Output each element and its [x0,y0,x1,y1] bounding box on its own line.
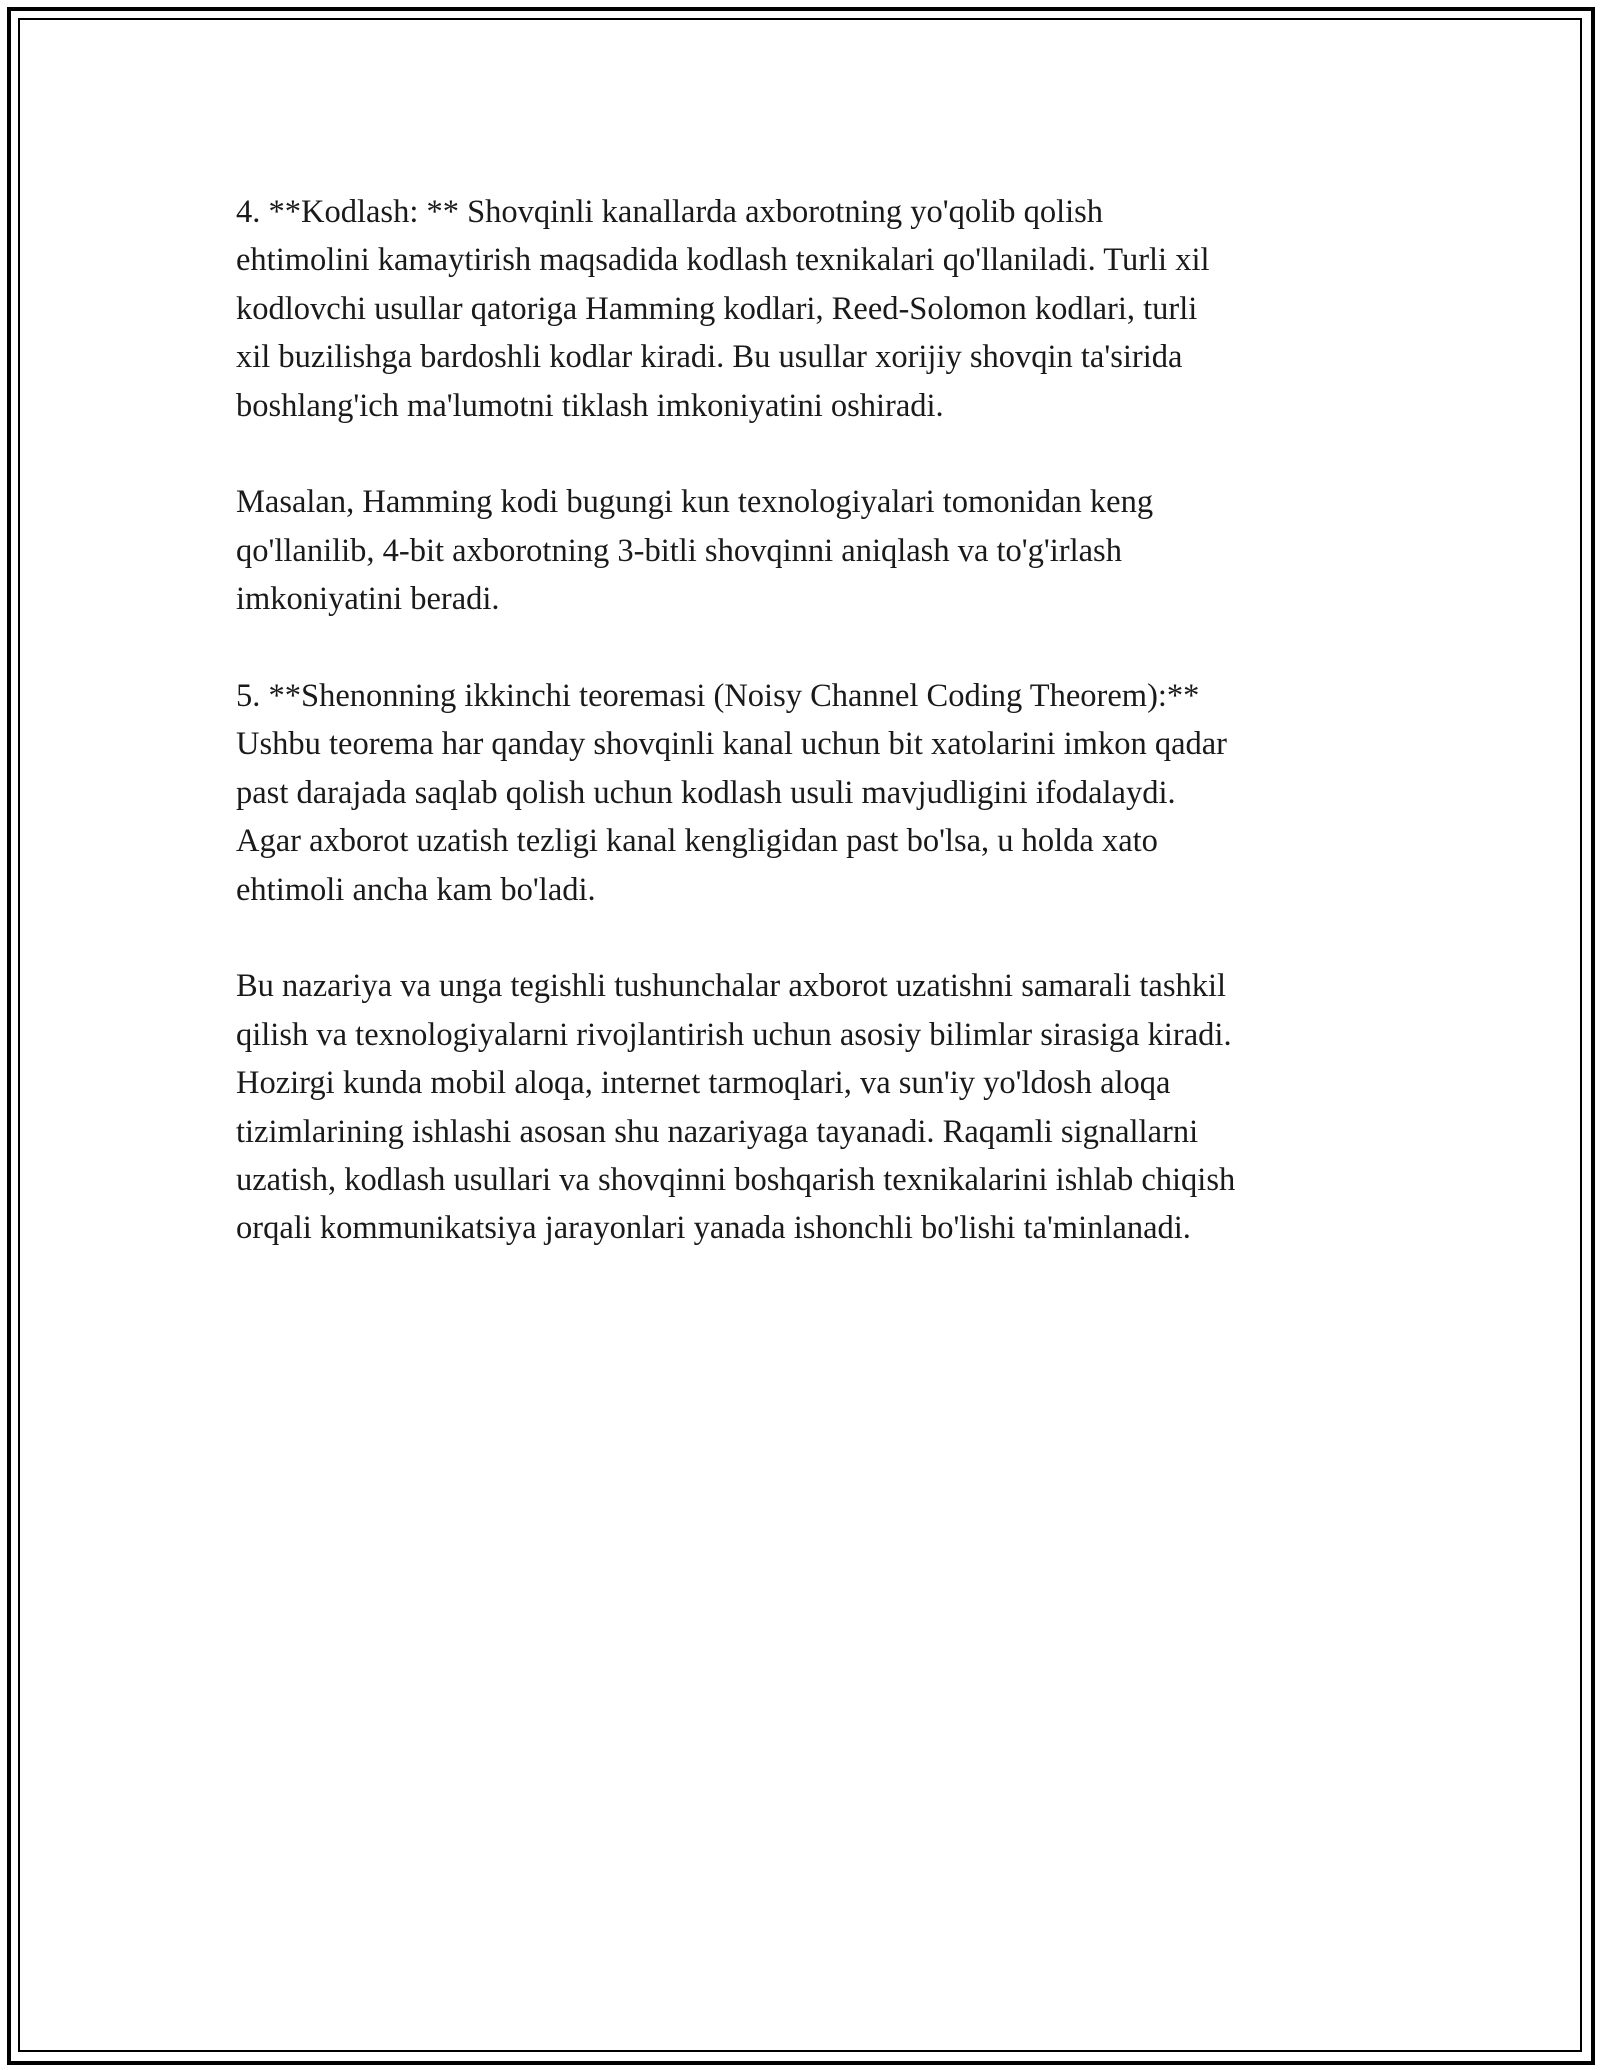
paragraph-shannon-theorem: 5. **Shenonning ikkinchi teoremasi (Noisy Channel Coding Theorem):** Ushbu teorema har qanday shovqinli kanal uchun bit xatolarini imkon qadar past darajada saqlab qolish uchun kodlash usuli mavjudligini ifodalaydi. Agar axborot uzatish tezligi kanal kengligidan past bo'lsa, u holda xato ehtimoli ancha kam bo'ladi. [236,678,1227,908]
document-body [236,188,1386,1301]
paragraph-kodlash: 4. **Kodlash: ** Shovqinli kanallarda axborotning yo'qolib qolish ehtimolini kamaytirish maqsadida kodlash texnikalari qo'llaniladi. Turli xil kodlovchi usullar qatoriga Hamming kodlari, Reed-Solomon kodlari, turli xil buzilishga bardoshli kodlar kiradi. Bu usullar xorijiy shovqin ta'sirida boshlang'ich ma'lumotni tiklash imkoniyatini oshiradi. [236,194,1210,424]
paragraph-conclusion: Bu nazariya va unga tegishli tushunchalar axborot uzatishni samarali tashkil qilish va texnologiyalarni rivojlantirish uchun asosiy bilimlar sirasiga kiradi. Hozirgi kunda mobil aloqa, internet tarmoqlari, va sun'iy yo'ldosh aloqa tizimlarining ishlashi asosan shu nazariyaga tayanadi. Raqamli signallarni uzatish, kodlash usullari va shovqinni boshqarish texnikalarini ishlab chiqish orqali kommunikatsiya jarayonlari yanada ishonchli bo'lishi ta'minlanadi. [236,968,1236,1247]
paragraph-hamming-example: Masalan, Hamming kodi bugungi kun texnologiyalari tomonidan keng qo'llanilib, 4-bit axborotning 3-bitli shovqinni aniqlash va to'g'irlash imkoniyatini beradi. [236,484,1154,618]
